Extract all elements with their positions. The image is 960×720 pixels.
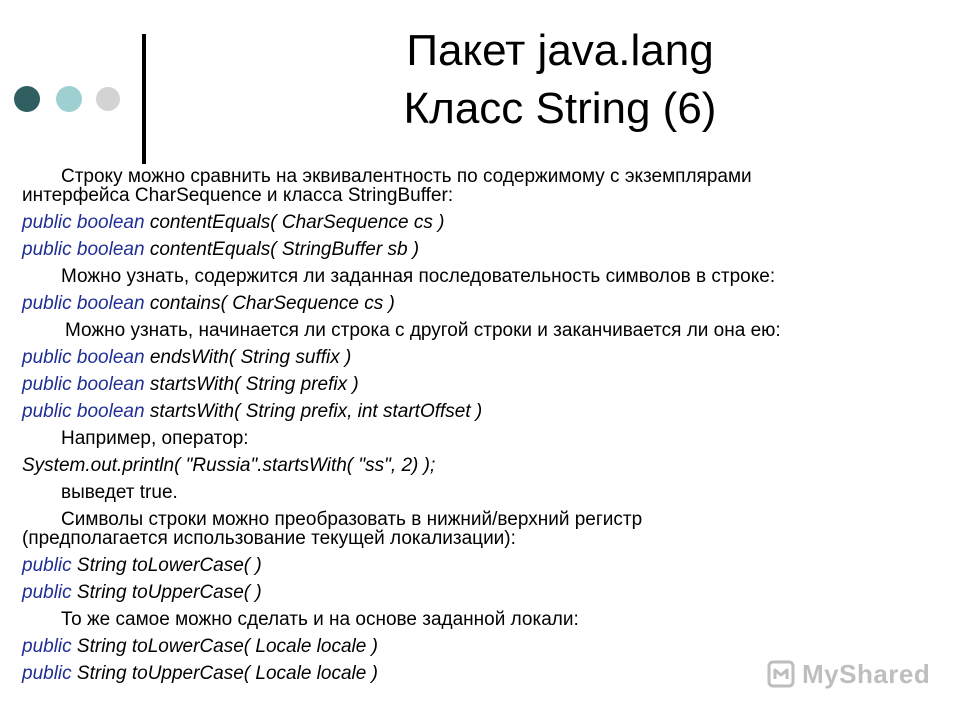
- code-keyword: public: [22, 663, 72, 684]
- myshared-logo-icon: [766, 659, 796, 689]
- paragraph-example: Например, оператор:: [61, 428, 249, 449]
- title-divider: [142, 34, 146, 164]
- code-line: [22, 398, 942, 425]
- code-line: [22, 579, 942, 606]
- code-keyword: public boolean: [22, 293, 145, 314]
- paragraph-starts-ends: Можно узнать, начинается ли строка с другой строки и заканчивается ли она ею:: [65, 320, 781, 341]
- code-keyword: public: [22, 582, 72, 603]
- code-text: startsWith( String prefix, int startOffset ): [144, 401, 483, 422]
- code-text: String toUpperCase( Locale locale ): [71, 663, 378, 684]
- slide-body: [22, 163, 942, 687]
- code-text: startsWith( String prefix ): [144, 374, 359, 395]
- code-keyword: public: [22, 636, 72, 657]
- code-keyword: public boolean: [22, 347, 145, 368]
- code-line: [22, 552, 942, 579]
- code-keyword: public boolean: [22, 374, 145, 395]
- paragraph-locale: То же самое можно сделать и на основе заданной локали:: [61, 609, 579, 630]
- paragraph-contains: Можно узнать, содержится ли заданная последовательность символов в строке:: [61, 266, 776, 287]
- code-line: [22, 209, 942, 236]
- watermark-text: MyShared: [802, 658, 931, 689]
- code-keyword: public: [22, 555, 72, 576]
- code-line: [22, 344, 942, 371]
- paragraph-compare: [22, 163, 942, 209]
- paragraph-line: Строку можно сравнить на эквивалентность по содержимому с экземплярами: [61, 166, 752, 187]
- code-line: [22, 236, 942, 263]
- code-line: [22, 371, 942, 398]
- code-text: contentEquals( StringBuffer sb ): [144, 239, 420, 260]
- code-text: endsWith( String suffix ): [144, 347, 352, 368]
- code-keyword: public boolean: [22, 212, 145, 233]
- decor-dot-gray: [96, 87, 120, 111]
- code-text: contentEquals( CharSequence cs ): [144, 212, 445, 233]
- code-text: String toUpperCase( ): [71, 582, 262, 603]
- paragraph-line: (предполагается использование текущей локализации):: [22, 528, 516, 549]
- paragraph-result: выведет true.: [61, 482, 178, 503]
- title-line-1: Пакет java.lang: [406, 26, 714, 75]
- watermark: [766, 656, 930, 692]
- paragraph-case: [22, 506, 942, 552]
- code-text: contains( CharSequence cs ): [144, 293, 395, 314]
- paragraph-line: Символы строки можно преобразовать в нижний/верхний регистр: [61, 509, 643, 530]
- decor-dot-teal: [56, 86, 82, 112]
- code-keyword: public boolean: [22, 401, 145, 422]
- paragraph-line: интерфейса CharSequence и класса StringBuffer:: [22, 185, 454, 206]
- code-line: [22, 290, 942, 317]
- code-text: String toLowerCase( Locale locale ): [71, 636, 378, 657]
- code-keyword: public boolean: [22, 239, 145, 260]
- slide-title: [150, 22, 960, 138]
- decor-dot-dark: [14, 86, 40, 112]
- code-text: String toLowerCase( ): [71, 555, 262, 576]
- title-line-2: Класс String (6): [403, 84, 717, 133]
- code-example: System.out.println( "Russia".startsWith( "ss", 2) );: [22, 455, 436, 476]
